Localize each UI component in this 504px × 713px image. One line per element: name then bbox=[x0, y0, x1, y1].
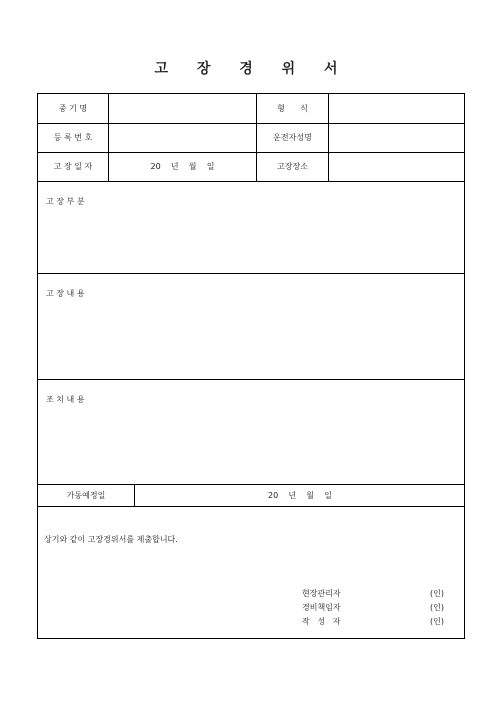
document-title: 고 장 경 위 서 bbox=[154, 61, 350, 77]
expected-operation-date-label: 가동예정일 bbox=[66, 491, 106, 500]
author-seal[interactable]: (인) bbox=[430, 617, 444, 626]
expected-operation-date-field[interactable]: 20 년 월 일 bbox=[268, 491, 332, 500]
breakdown-date-label: 고 장 일 자 bbox=[53, 162, 93, 171]
breakdown-location-label: 고장장소 bbox=[277, 162, 308, 171]
model-field[interactable] bbox=[329, 94, 465, 123]
breakdown-detail-label: 고 장 내 용 bbox=[46, 289, 85, 298]
equipment-name-field[interactable] bbox=[109, 94, 256, 123]
driver-name-field[interactable] bbox=[329, 123, 465, 152]
maintenance-officer-seal[interactable]: (인) bbox=[430, 603, 444, 612]
action-taken-area[interactable] bbox=[38, 380, 464, 484]
model-label: 형 식 bbox=[277, 104, 308, 113]
breakdown-part-area[interactable] bbox=[38, 182, 464, 273]
site-manager-label: 현장관리자 bbox=[302, 589, 341, 598]
equipment-name-label: 중 기 명 bbox=[58, 104, 88, 113]
breakdown-detail-area[interactable] bbox=[38, 274, 464, 379]
breakdown-part-label: 고 장 부 분 bbox=[46, 197, 85, 206]
site-manager-seal[interactable]: (인) bbox=[430, 589, 444, 598]
report-form bbox=[37, 93, 465, 639]
maintenance-officer-label: 경비책임자 bbox=[302, 603, 341, 612]
driver-name-label: 운전자성명 bbox=[273, 133, 312, 142]
registration-number-field[interactable] bbox=[109, 123, 256, 152]
submission-statement: 상기와 같이 고장경위서를 제출합니다. bbox=[44, 535, 178, 544]
breakdown-date-field[interactable]: 20 년 월 일 bbox=[150, 162, 215, 171]
author-label: 작 성 자 bbox=[302, 617, 341, 626]
action-taken-label: 조 치 내 용 bbox=[46, 395, 85, 404]
registration-number-label: 등 록 번 호 bbox=[53, 133, 93, 142]
breakdown-location-field[interactable] bbox=[329, 152, 465, 181]
row-divider bbox=[38, 506, 464, 507]
